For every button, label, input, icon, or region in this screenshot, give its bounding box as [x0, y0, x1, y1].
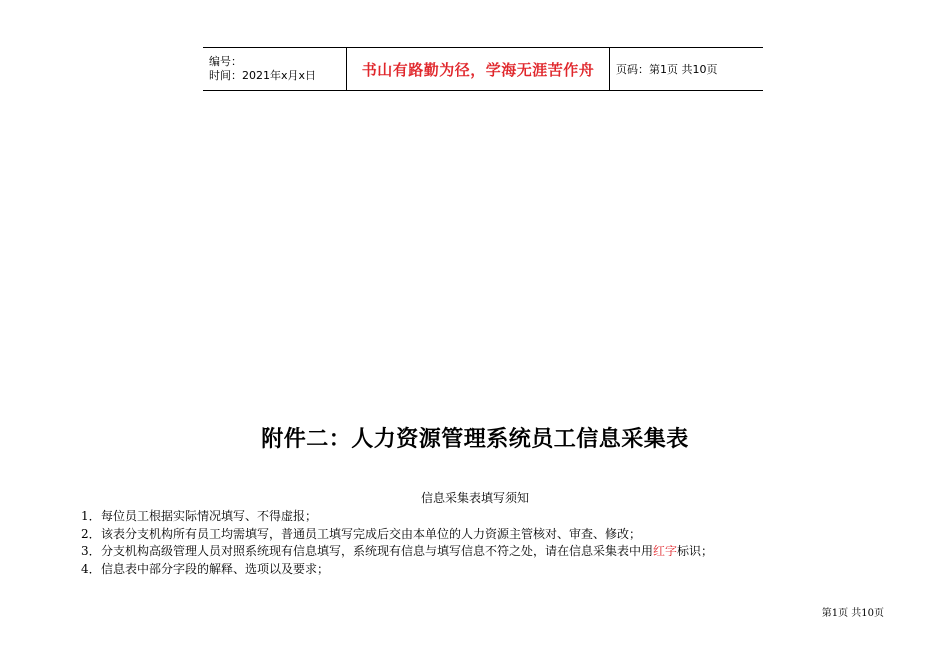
- header-page-label: 页码：第1页 共10页: [616, 63, 718, 76]
- item-number: 4．: [81, 561, 101, 576]
- list-item: [81, 508, 881, 526]
- motto-cell: [346, 48, 610, 90]
- list-item: [81, 561, 881, 579]
- number-label: 编号：: [209, 55, 242, 68]
- item-text: 分支机构高级管理人员对照系统现有信息填写，系统现有信息与填写信息不符之处，请在信息采集表中用: [101, 544, 654, 558]
- document-header: [203, 47, 763, 91]
- page-cell: [610, 48, 763, 90]
- red-text-highlight: 红字: [653, 544, 678, 558]
- item-text: 每位员工根据实际情况填写、不得虚报；: [101, 509, 318, 523]
- page-title: 附件二：人力资源管理系统员工信息采集表: [261, 427, 689, 452]
- item-text: 信息表中部分字段的解释、选项以及要求；: [101, 561, 330, 576]
- header-meta-cell: [203, 48, 346, 90]
- list-item: [81, 543, 881, 561]
- notice-heading: 信息采集表填写须知: [420, 491, 529, 505]
- item-number: 2．: [81, 526, 101, 541]
- item-text: 该表分支机构所有员工均需填写，普通员工填写完成后交由本单位的人力资源主管核对、审查、修改；: [101, 526, 642, 541]
- list-item: [81, 526, 881, 544]
- item-text-tail: 标识；: [677, 544, 714, 558]
- header-motto: 书山有路勤为径，学海无涯苦作舟: [361, 60, 595, 79]
- item-number: 1．: [81, 509, 101, 523]
- time-label: 时间：2021年x月x日: [209, 69, 317, 82]
- page-footer: 第1页 共10页: [821, 608, 884, 619]
- notice-list: [81, 508, 881, 578]
- item-number: 3．: [81, 544, 101, 558]
